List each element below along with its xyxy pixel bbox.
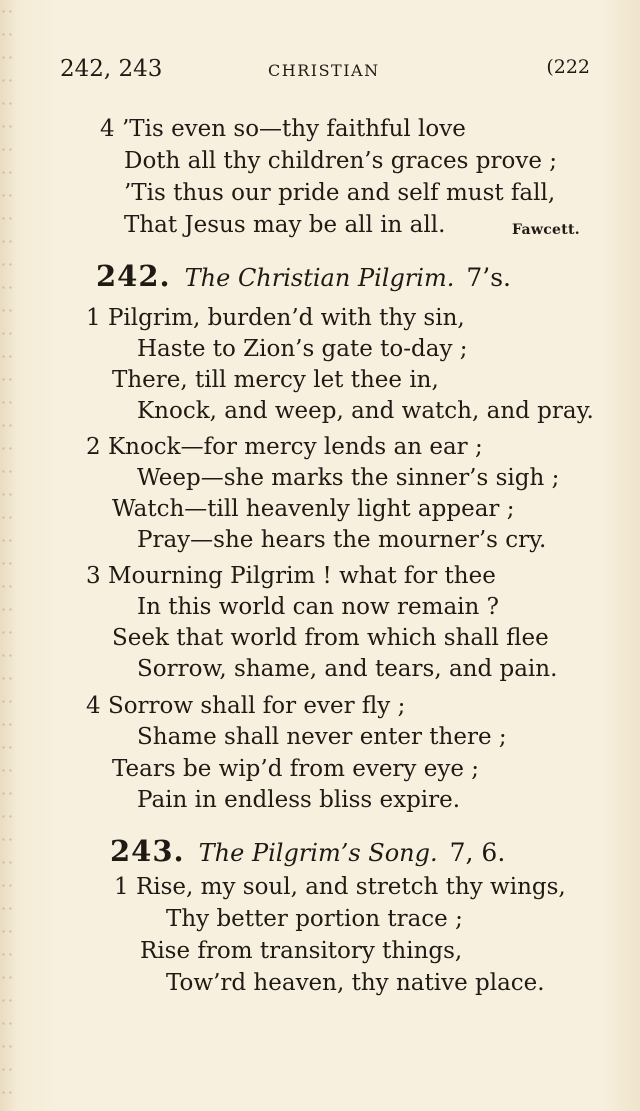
verse-line: 4 ’Tis even so—thy faithful love (100, 116, 466, 142)
verse-line: Shame shall never enter there ; (137, 724, 507, 750)
author-attribution: Fawcett. (512, 222, 580, 238)
verse-line: Doth all thy children’s graces prove ; (124, 148, 557, 174)
page-reference: (222 (546, 56, 590, 78)
verse-line: There, till mercy let thee in, (112, 367, 439, 393)
verse-line: 2 Knock—for mercy lends an ear ; (86, 434, 483, 460)
verse-line: 1 Pilgrim, burden’d with thy sin, (86, 305, 465, 331)
verse-line: Pain in endless bliss expire. (137, 787, 461, 813)
verse-line: Rise from transitory things, (140, 938, 463, 964)
hymn-number: 242. (96, 259, 171, 293)
verse-line: ’Tis thus our pride and self must fall, (124, 180, 556, 206)
verse-line: Haste to Zion’s gate to-day ; (137, 336, 468, 362)
hymn-meter: 7, 6. (449, 838, 506, 867)
hymn-heading-243 (110, 834, 506, 868)
running-header (60, 56, 590, 90)
hymn-meter: 7’s. (466, 263, 511, 292)
verse-line: Tow’rd heaven, thy native place. (166, 970, 545, 996)
verse-line: 4 Sorrow shall for ever fly ; (86, 693, 406, 719)
verse-line: 1 Rise, my soul, and stretch thy wings, (114, 874, 566, 900)
verse-line: That Jesus may be all in all. (124, 212, 446, 238)
verse-line: Weep—she marks the sinner’s sigh ; (137, 465, 560, 491)
verse-line: Tears be wip’d from every eye ; (112, 756, 480, 782)
verse-line: Knock, and weep, and watch, and pray. (137, 398, 594, 424)
verse-line: In this world can now remain ? (137, 594, 499, 620)
page-numbers: 242, 243 (60, 56, 163, 82)
verse-line: Sorrow, shame, and tears, and pain. (137, 656, 558, 682)
verse-line: Watch—till heavenly light appear ; (112, 496, 515, 522)
hymn-number: 243. (110, 834, 185, 868)
hymn-title: The Christian Pilgrim. (184, 264, 455, 292)
running-title: CHRISTIAN (268, 61, 380, 80)
page-edge-texture (0, 0, 14, 1111)
hymn-title: The Pilgrim’s Song. (198, 839, 438, 867)
hymn-heading-242 (96, 259, 511, 293)
verse-line: Pray—she hears the mourner’s cry. (137, 527, 547, 553)
verse-line: Thy better portion trace ; (166, 906, 463, 932)
verse-line: 3 Mourning Pilgrim ! what for thee (86, 563, 496, 589)
verse-line: Seek that world from which shall flee (112, 625, 549, 651)
